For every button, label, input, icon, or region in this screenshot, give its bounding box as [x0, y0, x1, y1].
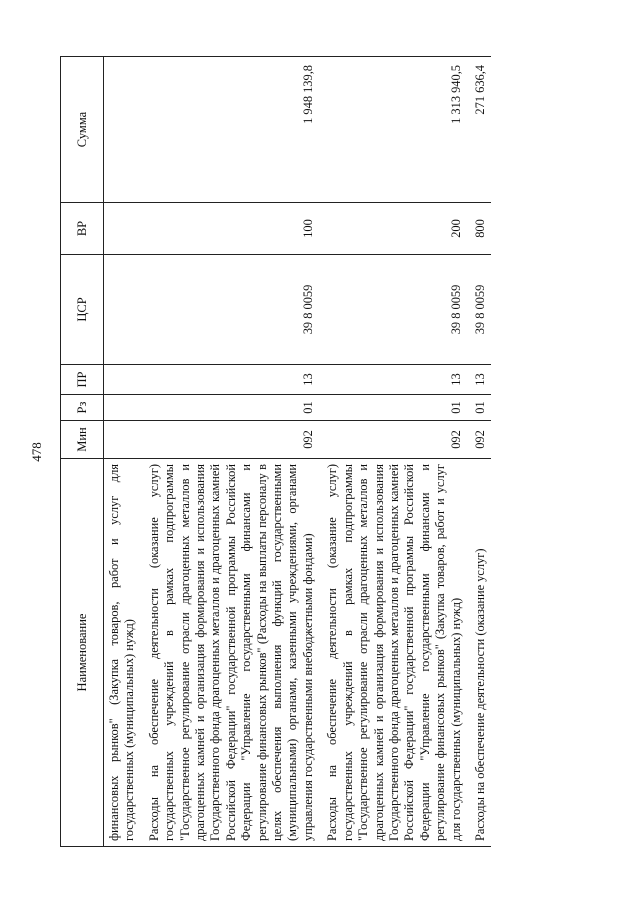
row-sum [104, 57, 141, 203]
row-sum: 1 313 940,5 [319, 57, 467, 203]
row-sum: 271 636,4 [467, 57, 491, 203]
row-min [104, 421, 141, 459]
table-row [104, 57, 141, 847]
row-csr: 39 8 0059 [141, 255, 319, 365]
header-sum: Сумма [61, 57, 104, 203]
row-pr: 13 [141, 365, 319, 395]
header-min: Мин [61, 421, 104, 459]
header-pr: ПР [61, 365, 104, 395]
row-vr: 800 [467, 203, 491, 255]
table-row [467, 57, 491, 847]
table-row [141, 57, 319, 847]
row-min: 092 [141, 421, 319, 459]
table-row [319, 57, 467, 847]
row-min: 092 [467, 421, 491, 459]
row-pr: 13 [467, 365, 491, 395]
row-name: Расходы на обеспечение деятельности (оказание услуг) государственных учреждений в рамках подпрограммы "Государственное регулирование отрасли драгоценных металлов и драгоценных камней и организация формирования и использования Государственного фонда драгоценных металлов и драгоценных камней Российской Федерации" государственной программы Российской Федерации "Управление государственными финансами и регулирование финансовых рынков" (Расходы на выплаты персоналу в целях обеспечения выполнения функций государственными (муниципальными) органами, казенными учреждениями, органами управления государственными внебюджетными фондами) [141, 459, 319, 847]
header-rz: Рз [61, 395, 104, 421]
row-rz [104, 395, 141, 421]
row-rz: 01 [319, 395, 467, 421]
row-vr [104, 203, 141, 255]
row-rz: 01 [141, 395, 319, 421]
header-name: Наименование [61, 459, 104, 847]
row-name: финансовых рынков" (Закупка товаров, работ и услуг для государственных (муниципальных) нужд) [104, 459, 141, 847]
row-pr: 13 [319, 365, 467, 395]
row-vr: 100 [141, 203, 319, 255]
row-sum: 1 948 139,8 [141, 57, 319, 203]
row-rz: 01 [467, 395, 491, 421]
header-csr: ЦСР [61, 255, 104, 365]
row-csr: 39 8 0059 [467, 255, 491, 365]
row-csr: 39 8 0059 [319, 255, 467, 365]
row-name: Расходы на обеспечение деятельности (оказание услуг) государственных учреждений в рамках подпрограммы "Государственное регулирование отрасли драгоценных металлов и драгоценных камней и организация формирования и использования Государственного фонда драгоценных металлов и драгоценных камней Российской Федерации" государственной программы Российской Федерации "Управление государственными финансами и регулирование финансовых рынков" (Закупка товаров, работ и услуг для государственных (муниципальных) нужд) [319, 459, 467, 847]
row-min: 092 [319, 421, 467, 459]
row-csr [104, 255, 141, 365]
header-row [61, 57, 104, 847]
row-vr: 200 [319, 203, 467, 255]
row-pr [104, 365, 141, 395]
budget-table [60, 56, 491, 847]
header-vr: ВР [61, 203, 104, 255]
page-number: 478 [29, 442, 44, 462]
rotated-budget-table [60, 57, 586, 847]
row-name: Расходы на обеспечение деятельности (оказание услуг) [467, 459, 491, 847]
